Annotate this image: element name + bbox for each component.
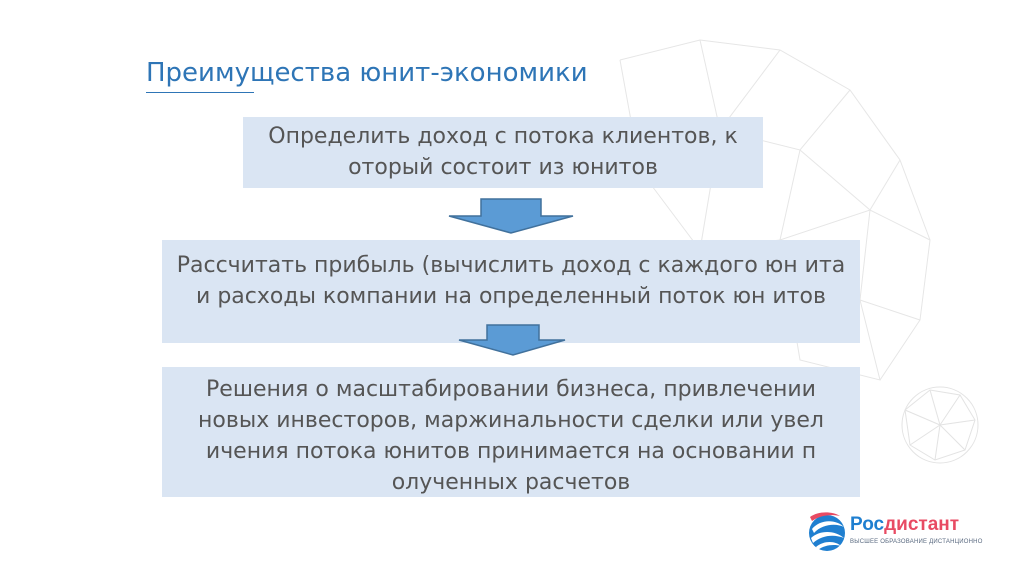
down-arrow-icon bbox=[457, 324, 567, 356]
rosdistant-logo bbox=[806, 507, 1006, 557]
step-box-scaling-decisions: Решения о масштабировании бизнеса, привлечении новых инвесторов, маржинальности сделки или увел ичения потока юнитов принимается на основании п олученных расчетов bbox=[162, 367, 860, 497]
logo-tagline: ВЫСШЕЕ ОБРАЗОВАНИЕ ДИСТАНЦИОННО bbox=[850, 539, 983, 545]
step-box-define-income: Определить доход с потока клиентов, к оторый состоит из юнитов bbox=[243, 117, 763, 188]
step-box-calculate-profit: Рассчитать прибыль (вычислить доход с каждого юн ита и расходы компании на определенный поток юн итов bbox=[162, 240, 860, 343]
rosdistant-logo-mark-icon bbox=[806, 507, 848, 555]
slide-title: Преимущества юнит-экономики bbox=[146, 58, 588, 88]
logo-name: Росдистант bbox=[850, 514, 960, 535]
down-arrow-icon bbox=[447, 198, 575, 234]
title-underline bbox=[146, 92, 254, 93]
